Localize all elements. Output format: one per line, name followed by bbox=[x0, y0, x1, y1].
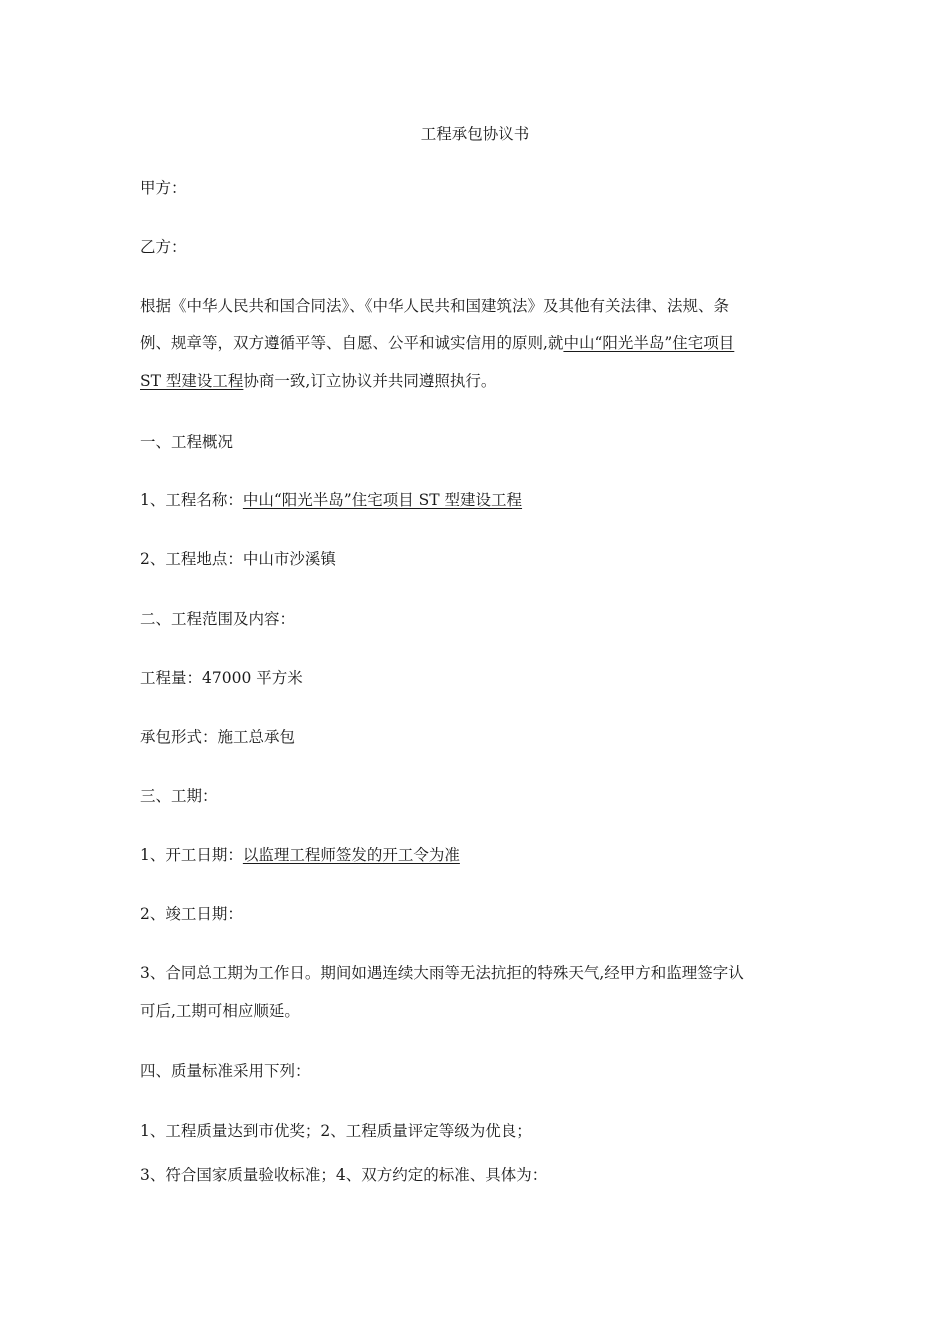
project-location-line: 2、工程地点：中山市沙溪镇 bbox=[140, 550, 336, 568]
project-name-line bbox=[140, 490, 522, 510]
quality-items-3-4: 3、符合国家质量验收标准；4、双方约定的标准、具体为： bbox=[140, 1166, 548, 1184]
start-date-line bbox=[140, 845, 460, 865]
start-date-label: 1、开工日期： bbox=[140, 846, 243, 864]
section-1-heading: 一、工程概况 bbox=[140, 433, 234, 451]
intro-line-1: 根据《中华人民共和国合同法》、《中华人民共和国建筑法》及其他有关法律、法规、条 bbox=[140, 297, 730, 315]
quality-items-1-2: 1、工程质量达到市优奖；2、工程质量评定等级为优良； bbox=[140, 1122, 532, 1140]
contract-form-line: 承包形式：施工总承包 bbox=[140, 728, 296, 746]
start-date-value: 以监理工程师签发的开工令为准 bbox=[242, 846, 460, 864]
intro-line-2-text: 例、规章等，双方遵循平等、自愿、公平和诚实信用的原则,就 bbox=[140, 334, 564, 352]
party-a-label: 甲方： bbox=[140, 179, 187, 197]
total-duration-line-1: 3、合同总工期为工作日。期间如遇连续大雨等无法抗拒的特殊天气,经甲方和监理签字认 bbox=[140, 964, 744, 982]
project-name-value: 中山“阳光半岛”住宅项目 ST 型建设工程 bbox=[242, 491, 523, 509]
section-4-heading: 四、质量标准采用下列： bbox=[140, 1062, 311, 1080]
finish-date-line: 2、竣工日期： bbox=[140, 905, 243, 923]
total-duration-line-2: 可后,工期可相应顺延。 bbox=[140, 1002, 300, 1020]
intro-line-3 bbox=[140, 371, 496, 391]
quantity-line: 工程量：47000 平方米 bbox=[140, 669, 303, 687]
intro-line-2 bbox=[140, 333, 734, 353]
document-title: 工程承包协议书 bbox=[420, 125, 530, 143]
project-name-label: 1、工程名称： bbox=[140, 491, 243, 509]
party-b-label: 乙方： bbox=[140, 238, 187, 256]
section-3-heading: 三、工期： bbox=[140, 787, 218, 805]
project-type-underlined: ST 型建设工程 bbox=[140, 372, 244, 390]
project-name-underlined: 中山“阳光半岛”住宅项目 bbox=[563, 334, 735, 352]
intro-line-3-text: 协商一致,订立协议并共同遵照执行。 bbox=[243, 372, 497, 390]
section-2-heading: 二、工程范围及内容： bbox=[140, 610, 296, 628]
